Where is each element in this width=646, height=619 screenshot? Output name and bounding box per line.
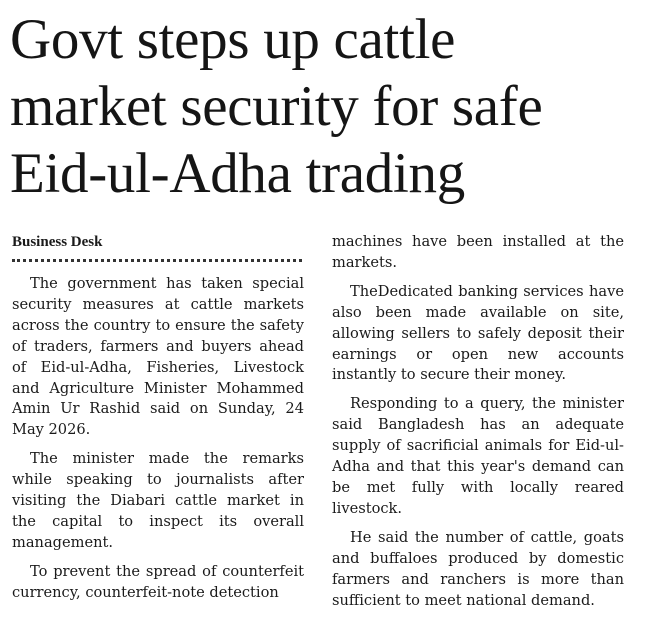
paragraph: He said the number of cattle, goats and buffaloes produced by domestic farmers and ranchers is more than sufficient to meet national demand. xyxy=(332,528,624,609)
paragraph: The government has taken special security measures at cattle markets across the country to ensure the safety of traders, farmers and buyers ahead of Eid-ul-Adha, Fisheries, Livestock and Agriculture Minister Mohammed Amin Ur Rashid said on Sunday, 24 May 2026. xyxy=(12,275,304,439)
headline-line-3: Eid-ul-Adha trading xyxy=(10,142,465,205)
paragraph: TheDedicated banking services have also been made available on site, allowing sellers to safely deposit their earnings or open new accounts instantly to secure their money. xyxy=(332,282,624,384)
article-column-left xyxy=(12,232,304,612)
article-column-right xyxy=(332,232,624,619)
byline: Business Desk xyxy=(12,234,103,250)
paragraph: The minister made the remarks while speaking to journalists after visiting the Diabari cattle market in the capital to inspect its overall management. xyxy=(12,450,304,551)
headline-line-1: Govt steps up cattle xyxy=(10,8,456,71)
paragraph: To prevent the spread of counterfeit currency, counterfeit-note detection xyxy=(12,562,304,601)
paragraph: Responding to a query, the minister said Bangladesh has an adequate supply of sacrificial animals for Eid-ul-Adha and that this year's demand can be met fully with locally reared livestock. xyxy=(332,395,624,517)
paragraph-continued: machines have been installed at the markets. xyxy=(332,233,624,271)
headline-line-2: market security for safe xyxy=(10,75,543,138)
headline xyxy=(10,6,640,207)
dotted-divider xyxy=(12,257,302,262)
